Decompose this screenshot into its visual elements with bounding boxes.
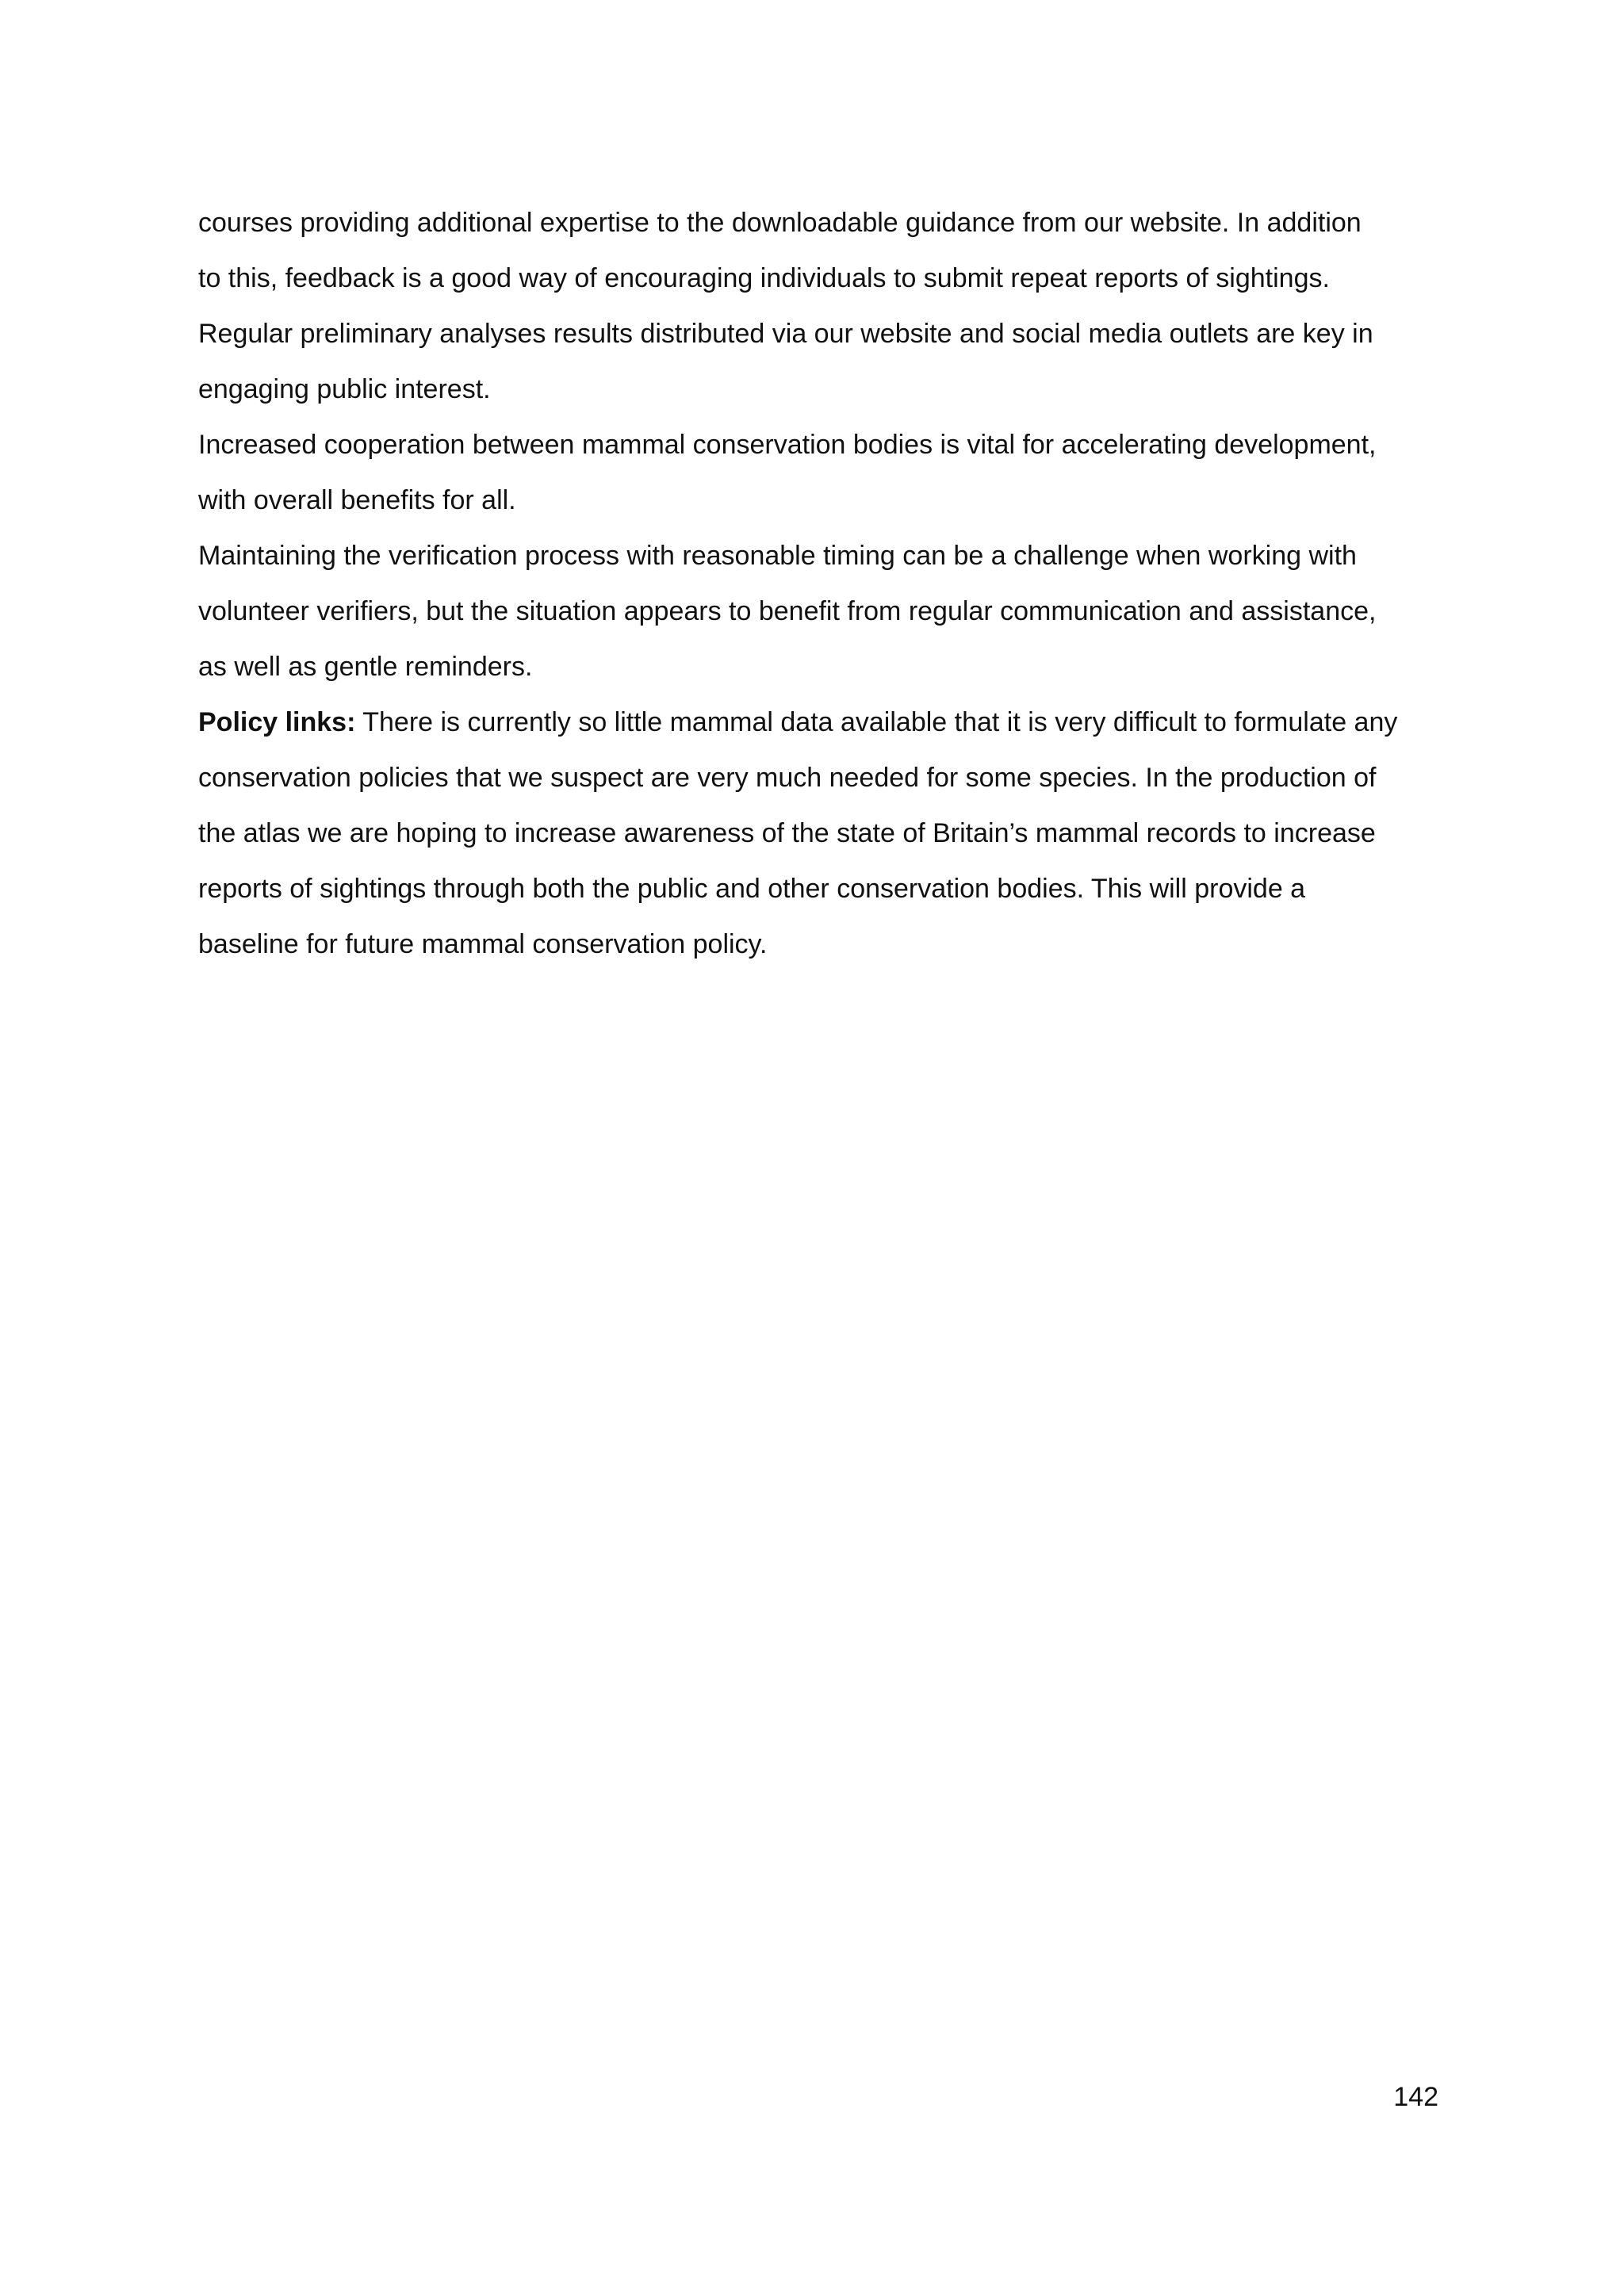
body-line: Regular preliminary analyses results distributed via our website and social media outlets are key in [198, 319, 1373, 349]
body-line: Increased cooperation between mammal conservation bodies is vital for accelerating development, [198, 430, 1377, 460]
policy-line: reports of sightings through both the public and other conservation bodies. This will provide a [198, 874, 1306, 904]
policy-first-line-text: There is currently so little mammal data available that it is very difficult to formulate any [355, 707, 1398, 737]
page-number: 142 [1393, 2082, 1438, 2112]
body-line: with overall benefits for all. [198, 485, 516, 515]
policy-line: baseline for future mammal conservation policy. [198, 929, 768, 959]
body-line: to this, feedback is a good way of encouraging individuals to submit repeat reports of sightings. [198, 263, 1330, 293]
policy-line: the atlas we are hoping to increase awareness of the state of Britain’s mammal records to increase [198, 818, 1376, 848]
body-line: courses providing additional expertise to the downloadable guidance from our website. In addition [198, 208, 1362, 238]
body-line: as well as gentle reminders. [198, 652, 533, 682]
body-line: engaging public interest. [198, 374, 491, 404]
policy-first-line [198, 695, 1459, 750]
body-line: volunteer verifiers, but the situation appears to benefit from regular communication and assistance, [198, 596, 1377, 626]
policy-links-heading: Policy links: [198, 707, 356, 737]
policy-line: conservation policies that we suspect are very much needed for some species. In the production of [198, 763, 1377, 793]
page-body [198, 195, 1459, 972]
body-line: Maintaining the verification process with reasonable timing can be a challenge when working with [198, 541, 1357, 571]
